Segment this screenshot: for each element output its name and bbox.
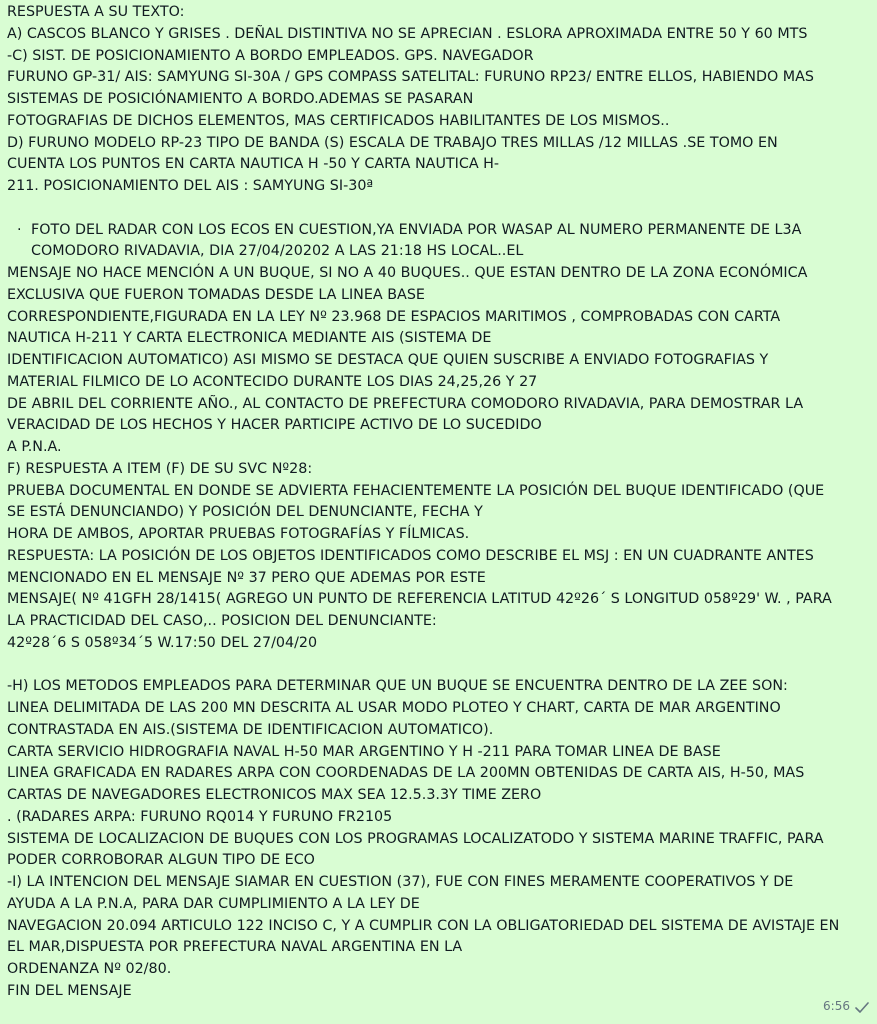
message-line: AYUDA A LA P.N.A, PARA DAR CUMPLIMIENTO A LA LEY DE bbox=[7, 895, 420, 912]
message-line: FURUNO GP-31/ AIS: SAMYUNG SI-30A / GPS COMPASS SATELITAL: FURUNO RP23/ ENTRE ELLOS, HABIENDO MAS bbox=[7, 69, 814, 86]
message-line: MENSAJE( Nº 41GFH 28/1415( AGREGO UN PUNTO DE REFERENCIA LATITUD 42º26´ S LONGITUD 058º29' W. , PARA bbox=[7, 591, 832, 608]
message-line: -H) LOS METODOS EMPLEADOS PARA DETERMINAR QUE UN BUQUE SE ENCUENTRA DENTRO DE LA ZEE SON: bbox=[7, 678, 788, 695]
bullet-text: FOTO DEL RADAR CON LOS ECOS EN CUESTION,YA ENVIADA POR WASAP AL NUMERO PERMANENTE DE L3A bbox=[31, 221, 802, 238]
message-line: . (RADARES ARPA: FURUNO RQ014 Y FURUNO FR2105 bbox=[7, 808, 393, 825]
message-line: MENCIONADO EN EL MENSAJE Nº 37 PERO QUE ADEMAS POR ESTE bbox=[7, 569, 486, 586]
message-line: IDENTIFICACION AUTOMATICO) ASI MISMO SE DESTACA QUE QUIEN SUSCRIBE A ENVIADO FOTOGRAFIAS Y bbox=[7, 352, 769, 368]
message-line: NAVEGACION 20.094 ARTICULO 122 INCISO C, Y A CUMPLIR CON LA OBLIGATORIEDAD DEL SISTEMA DE AVISTAJE EN bbox=[7, 917, 840, 934]
message-line: FOTOGRAFIAS DE DICHOS ELEMENTOS, MAS CERTIFICADOS HABILITANTES DE LOS MISMOS.. bbox=[7, 112, 670, 129]
message-line: RESPUESTA A SU TEXTO: bbox=[7, 4, 185, 20]
message-line: DE ABRIL DEL CORRIENTE AÑO., AL CONTACTO DE PREFECTURA COMODORO RIVADAVIA, PARA DEMOSTRAR LA bbox=[7, 395, 804, 412]
message-line: CARTA SERVICIO HIDROGRAFIA NAVAL H-50 MAR ARGENTINO Y H -211 PARA TOMAR LINEA DE BASE bbox=[7, 743, 721, 760]
message-line: LINEA GRAFICADA EN RADARES ARPA CON COORDENADAS DE LA 200MN OBTENIDAS DE CARTA AIS, H-50, MAS bbox=[7, 765, 805, 782]
message-line: NAUTICA H-211 Y CARTA ELECTRONICA MEDIANTE AIS (SISTEMA DE bbox=[7, 330, 492, 347]
message-line: LINEA DELIMITADA DE LAS 200 MN DESCRITA AL USAR MODO PLOTEO Y CHART, CARTA DE MAR ARGENTINO bbox=[7, 700, 781, 716]
message-line: PODER CORROBORAR ALGUN TIPO DE ECO bbox=[7, 852, 315, 869]
message-line: VERACIDAD DE LOS HECHOS Y HACER PARTICIPE ACTIVO DE LO SUCEDIDO bbox=[7, 417, 542, 434]
message-line: ORDENANZA Nº 02/80. bbox=[7, 961, 172, 977]
message-line: FIN DEL MENSAJE bbox=[7, 982, 132, 999]
message-line: EXCLUSIVA QUE FUERON TOMADAS DESDE LA LINEA BASE bbox=[7, 286, 425, 303]
message-timestamp: 6:56 bbox=[823, 999, 850, 1014]
message-line: -I) LA INTENCION DEL MENSAJE SIAMAR EN CUESTION (37), FUE CON FINES MERAMENTE COOPERATIVOS Y DE bbox=[7, 874, 794, 890]
message-line: CARTAS DE NAVEGADORES ELECTRONICOS MAX SEA 12.5.3.3Y TIME ZERO bbox=[7, 787, 542, 803]
message-line: SE ESTÁ DENUNCIANDO) Y POSICIÓN DEL DENUNCIANTE, FECHA Y bbox=[7, 504, 483, 521]
blank-line bbox=[7, 655, 873, 677]
message-line: LA PRACTICIDAD DEL CASO,.. POSICION DEL DENUNCIANTE: bbox=[7, 613, 437, 629]
message-line: D) FURUNO MODELO RP-23 TIPO DE BANDA (S) ESCALA DE TRABAJO TRES MILLAS /12 MILLAS .SE TOMO EN bbox=[7, 134, 778, 151]
message-line: 211. POSICIONAMIENTO DEL AIS : SAMYUNG SI-30ª bbox=[7, 178, 374, 194]
bullet-item-continuation bbox=[7, 241, 873, 263]
message-text bbox=[7, 2, 873, 1003]
message-line: SISTEMA DE LOCALIZACION DE BUQUES CON LOS PROGRAMAS LOCALIZATODO Y SISTEMA MARINE TRAFFIC, PARA bbox=[7, 830, 824, 847]
bullet-text: COMODORO RIVADAVIA, DIA 27/04/20202 A LAS 21:18 HS LOCAL..EL bbox=[31, 243, 524, 260]
single-check-icon bbox=[855, 1002, 869, 1013]
message-line: -C) SIST. DE POSICIONAMIENTO A BORDO EMPLEADOS. GPS. NAVEGADOR bbox=[7, 47, 534, 64]
message-line: CONTRASTADA EN AIS.(SISTEMA DE IDENTIFICACION AUTOMATICO). bbox=[7, 721, 494, 738]
message-line: HORA DE AMBOS, APORTAR PRUEBAS FOTOGRAFÍAS Y FÍLMICAS. bbox=[7, 526, 470, 542]
message-line: CUENTA LOS PUNTOS EN CARTA NAUTICA H -50 Y CARTA NAUTICA H- bbox=[7, 156, 500, 173]
bullet-item bbox=[7, 220, 873, 242]
message-line: PRUEBA DOCUMENTAL EN DONDE SE ADVIERTA FEHACIENTEMENTE LA POSICIÓN DEL BUQUE IDENTIFICADO (QUE bbox=[7, 482, 825, 499]
message-line: F) RESPUESTA A ITEM (F) DE SU SVC Nº28: bbox=[7, 460, 313, 477]
message-line: 42º28´6 S 058º34´5 W.17:50 DEL 27/04/20 bbox=[7, 634, 318, 651]
message-meta bbox=[823, 996, 869, 1018]
bullet-icon: · bbox=[17, 221, 22, 238]
message-line: RESPUESTA: LA POSICIÓN DE LOS OBJETOS IDENTIFICADOS COMO DESCRIBE EL MSJ : EN UN CUADRANTE ANTES bbox=[7, 547, 814, 564]
message-line: MENSAJE NO HACE MENCIÓN A UN BUQUE, SI NO A 40 BUQUES.. QUE ESTAN DENTRO DE LA ZONA ECONÓMICA bbox=[7, 265, 808, 281]
message-line: A) CASCOS BLANCO Y GRISES . DEÑAL DISTINTIVA NO SE APRECIAN . ESLORA APROXIMADA ENTRE 50 Y 60 MTS bbox=[7, 25, 808, 42]
message-line: MATERIAL FILMICO DE LO ACONTECIDO DURANTE LOS DIAS 24,25,26 Y 27 bbox=[7, 373, 538, 390]
message-line: EL MAR,DISPUESTA POR PREFECTURA NAVAL ARGENTINA EN LA bbox=[7, 939, 463, 956]
message-line: CORRESPONDIENTE,FIGURADA EN LA LEY Nº 23.968 DE ESPACIOS MARITIMOS , COMPROBADAS CON CARTA bbox=[7, 308, 781, 325]
message-line: A P.N.A. bbox=[7, 439, 62, 455]
message-line: SISTEMAS DE POSICIÓNAMIENTO A BORDO.ADEMAS SE PASARAN bbox=[7, 91, 474, 107]
blank-line bbox=[7, 198, 873, 220]
